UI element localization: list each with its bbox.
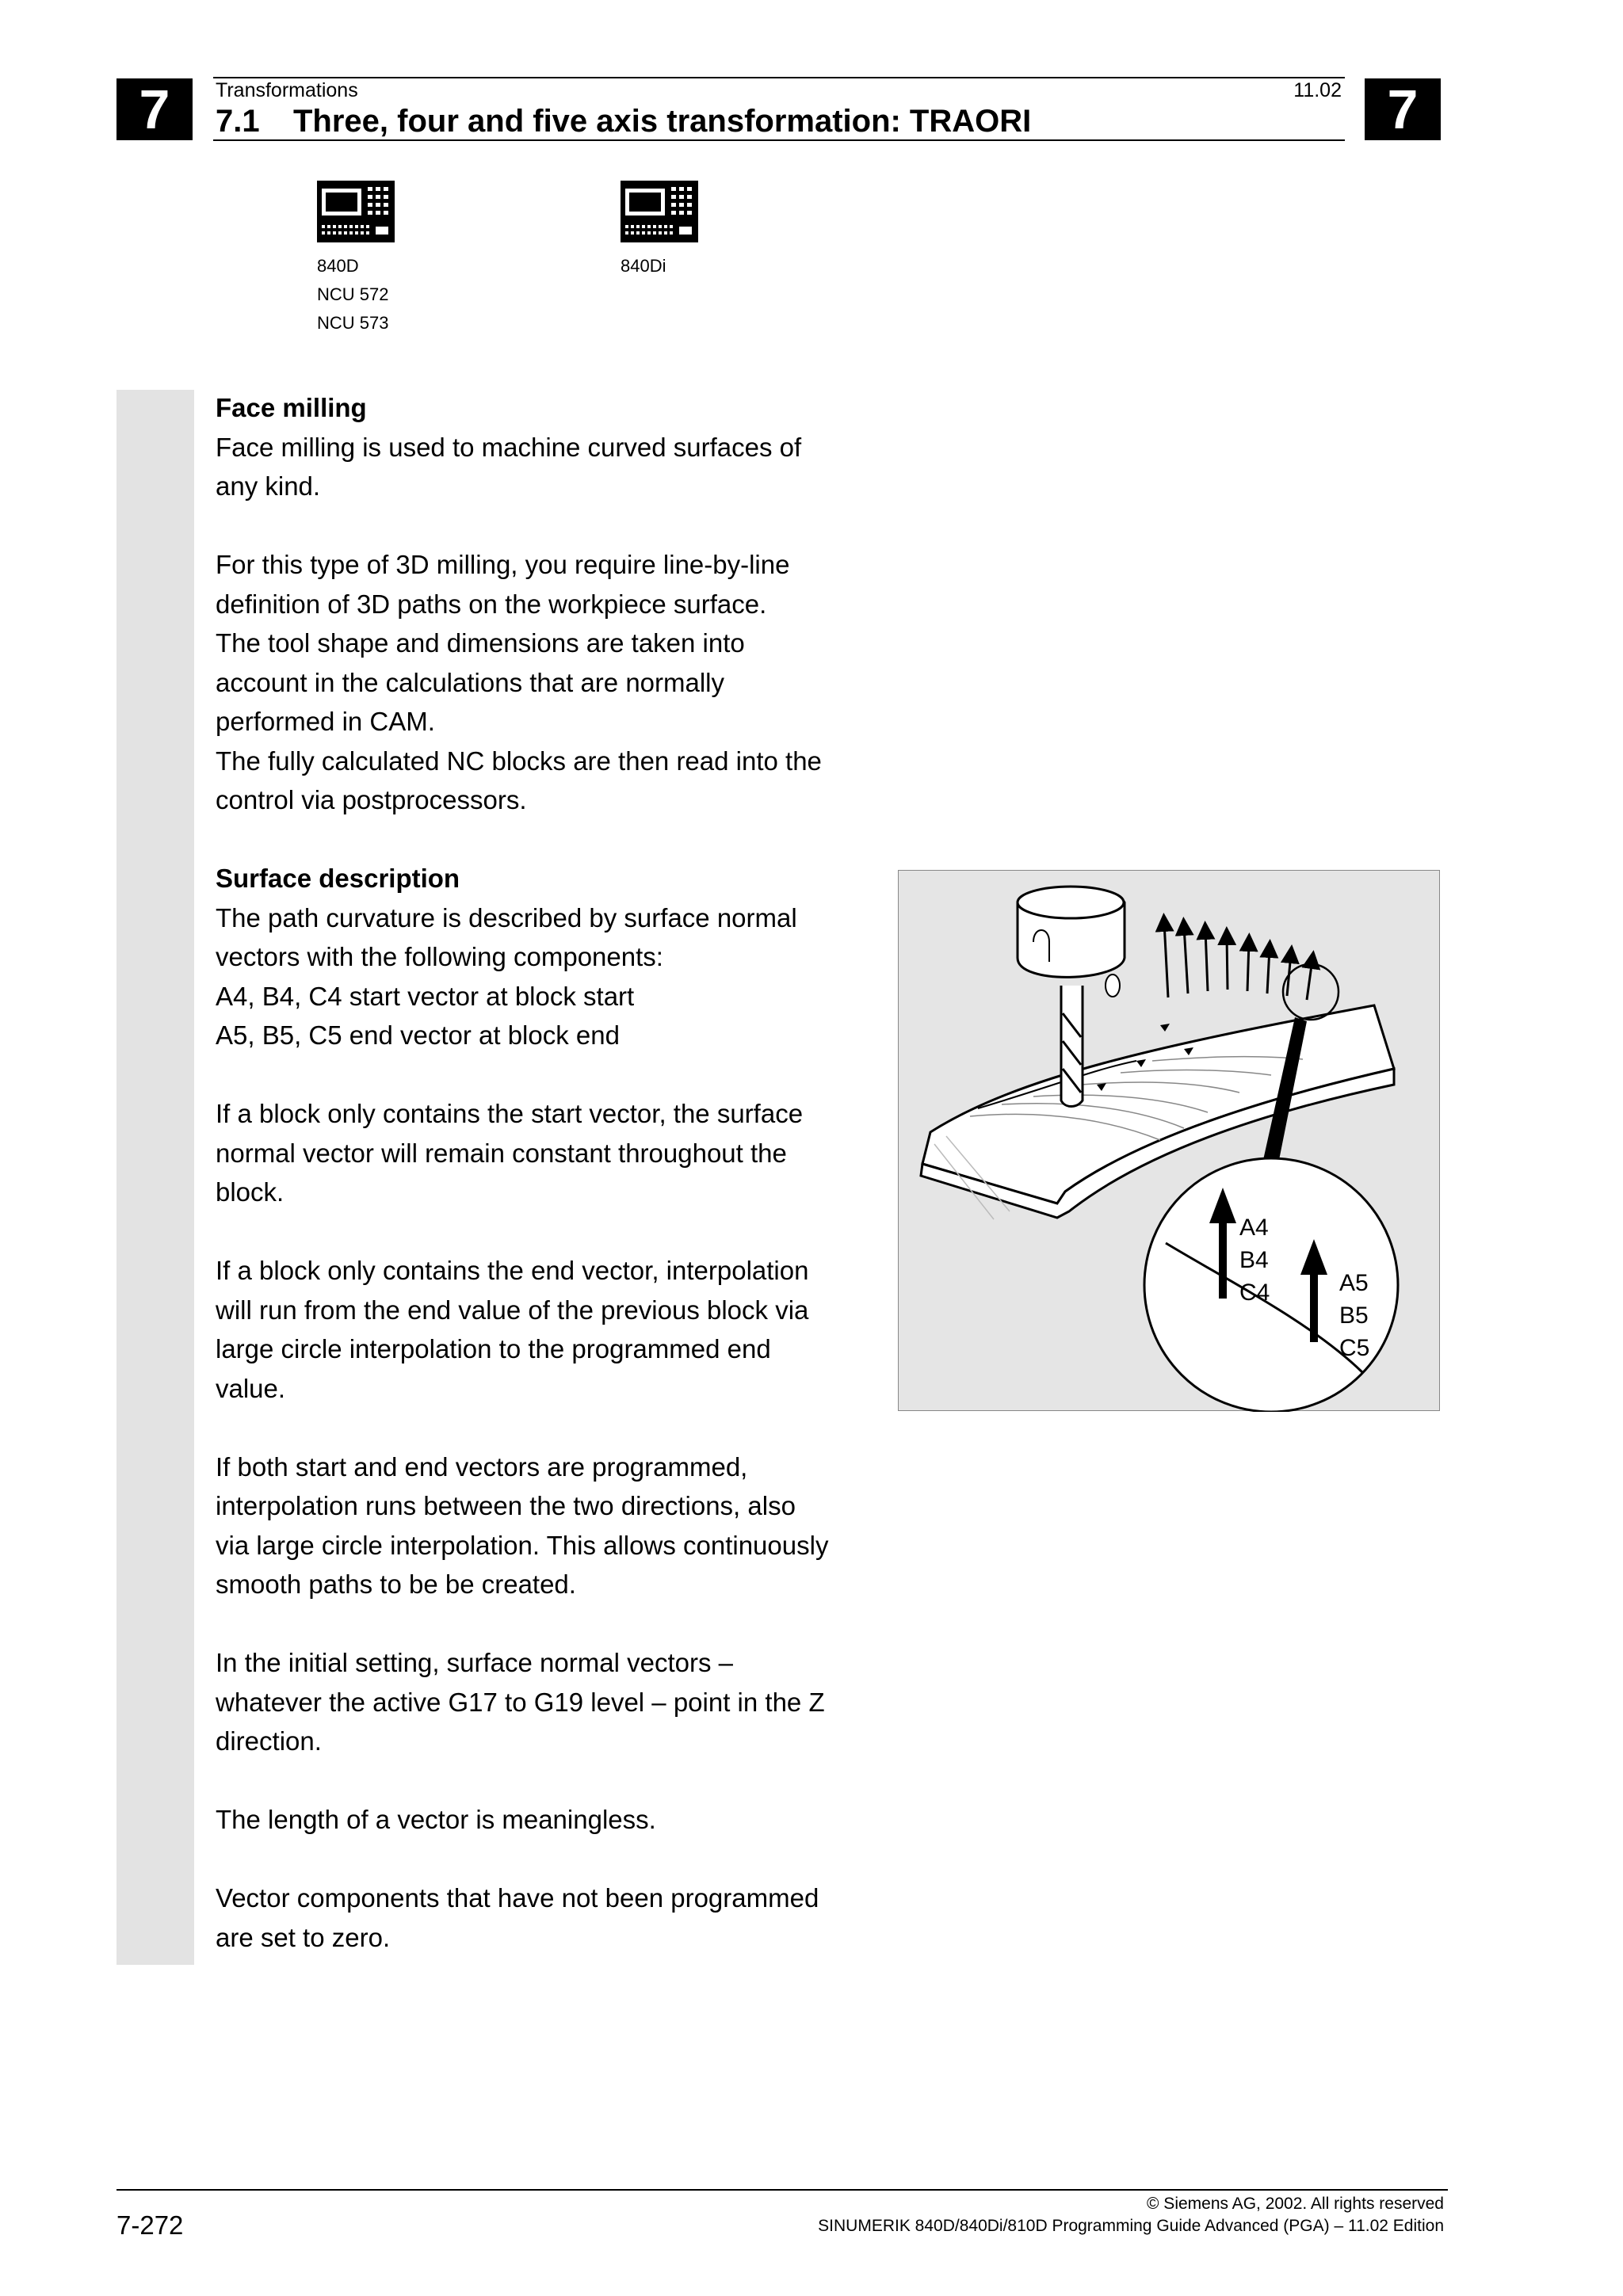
header-rule [213,139,1345,141]
subheading: Surface description [216,864,460,893]
start-vector-label [1239,1211,1270,1309]
text-line: Vector components that have not been programmed [216,1883,819,1913]
cnc-panel-icon [621,181,698,242]
control-label: 840D [317,256,359,276]
text-line: normal vector will remain constant throughout the [216,1138,787,1168]
book-title: SINUMERIK 840D/840Di/810D Programming Guide Advanced (PGA) – 11.02 Edition [818,2217,1444,2235]
face-milling-figure [898,870,1440,1411]
paragraph [216,1447,873,1604]
paragraph [216,1878,873,1957]
vector-component: A4 [1239,1215,1269,1241]
copyright-notice: © Siemens AG, 2002. All rights reserved [1147,2195,1444,2213]
text-line: If a block only contains the start vector, the surface [216,1099,804,1128]
text-line: The fully calculated NC blocks are then read into the [216,746,822,776]
section-number: 7.1 [216,104,260,139]
vector-component: C4 [1239,1280,1270,1306]
text-line: control via postprocessors. [216,785,527,814]
control-label-list [317,252,395,338]
text-line: A4, B4, C4 start vector at block start [216,981,635,1011]
margin-bar [116,390,194,1965]
text-line: whatever the active G17 to G19 level – point in the Z [216,1687,825,1717]
text-line: block. [216,1177,285,1207]
text-line: any kind. [216,471,321,501]
page-number: 7-272 [116,2210,184,2240]
surface-normal-vectors [1164,922,1312,1000]
control-label-list [621,252,698,280]
text-line: will run from the end value of the previous block via [216,1295,809,1325]
paragraph [216,1800,873,1840]
text-line: via large circle interpolation. This allows continuously [216,1530,829,1560]
cnc-panel-icon [317,181,395,242]
vector-component: B4 [1239,1247,1269,1273]
text-line: definition of 3D paths on the workpiece surface. [216,589,767,619]
text-line: A5, B5, C5 end vector at block end [216,1020,620,1050]
chapter-number-badge: 7 [116,78,193,140]
text-line: interpolation runs between the two directions, also [216,1491,796,1520]
footer-rule [116,2189,1448,2191]
paragraph [216,545,873,820]
control-label: 840Di [621,256,666,276]
text-line: vectors with the following components: [216,942,663,971]
text-line: The length of a vector is meaningless. [216,1805,656,1834]
text-line: Face milling is used to machine curved surfaces of [216,432,802,462]
paragraph [216,1251,873,1408]
paragraph [216,388,873,506]
end-vector-label [1339,1267,1369,1364]
control-applicability [621,181,698,280]
text-line: are set to zero. [216,1922,391,1952]
chapter-number-badge: 7 [1365,78,1441,140]
body-text [216,388,873,1997]
text-line: For this type of 3D milling, you require line-by-line [216,550,790,579]
vector-component: B5 [1339,1302,1369,1329]
control-label: NCU 573 [317,313,389,333]
vector-component: A5 [1339,1270,1369,1296]
text-line: If both start and end vectors are programmed, [216,1451,748,1482]
header-rule [213,77,1345,78]
text-line: If a block only contains the end vector, interpolation [216,1256,809,1285]
running-header-edition: 11.02 [1293,79,1342,101]
text-line: performed in CAM. [216,707,435,736]
control-label: NCU 572 [317,284,389,304]
vector-component: C5 [1339,1335,1370,1361]
text-line: direction. [216,1726,322,1756]
paragraph [216,859,873,1055]
text-line: smooth paths to be be created. [216,1569,576,1599]
text-line: In the initial setting, surface normal vectors – [216,1648,733,1677]
section-title [216,104,1031,139]
paragraph [216,1094,873,1212]
text-line: value. [216,1373,286,1403]
text-line: large circle interpolation to the programmed end [216,1334,771,1363]
text-line: account in the calculations that are normally [216,667,725,697]
paragraph [216,1643,873,1761]
section-title-text: Three, four and five axis transformation: TRAORI [293,104,1032,139]
text-line: The path curvature is described by surface normal [216,902,797,933]
running-header-section: Transformations [216,79,358,101]
subheading: Face milling [216,393,367,422]
text-line: The tool shape and dimensions are taken into [216,628,745,658]
control-applicability [317,181,395,338]
